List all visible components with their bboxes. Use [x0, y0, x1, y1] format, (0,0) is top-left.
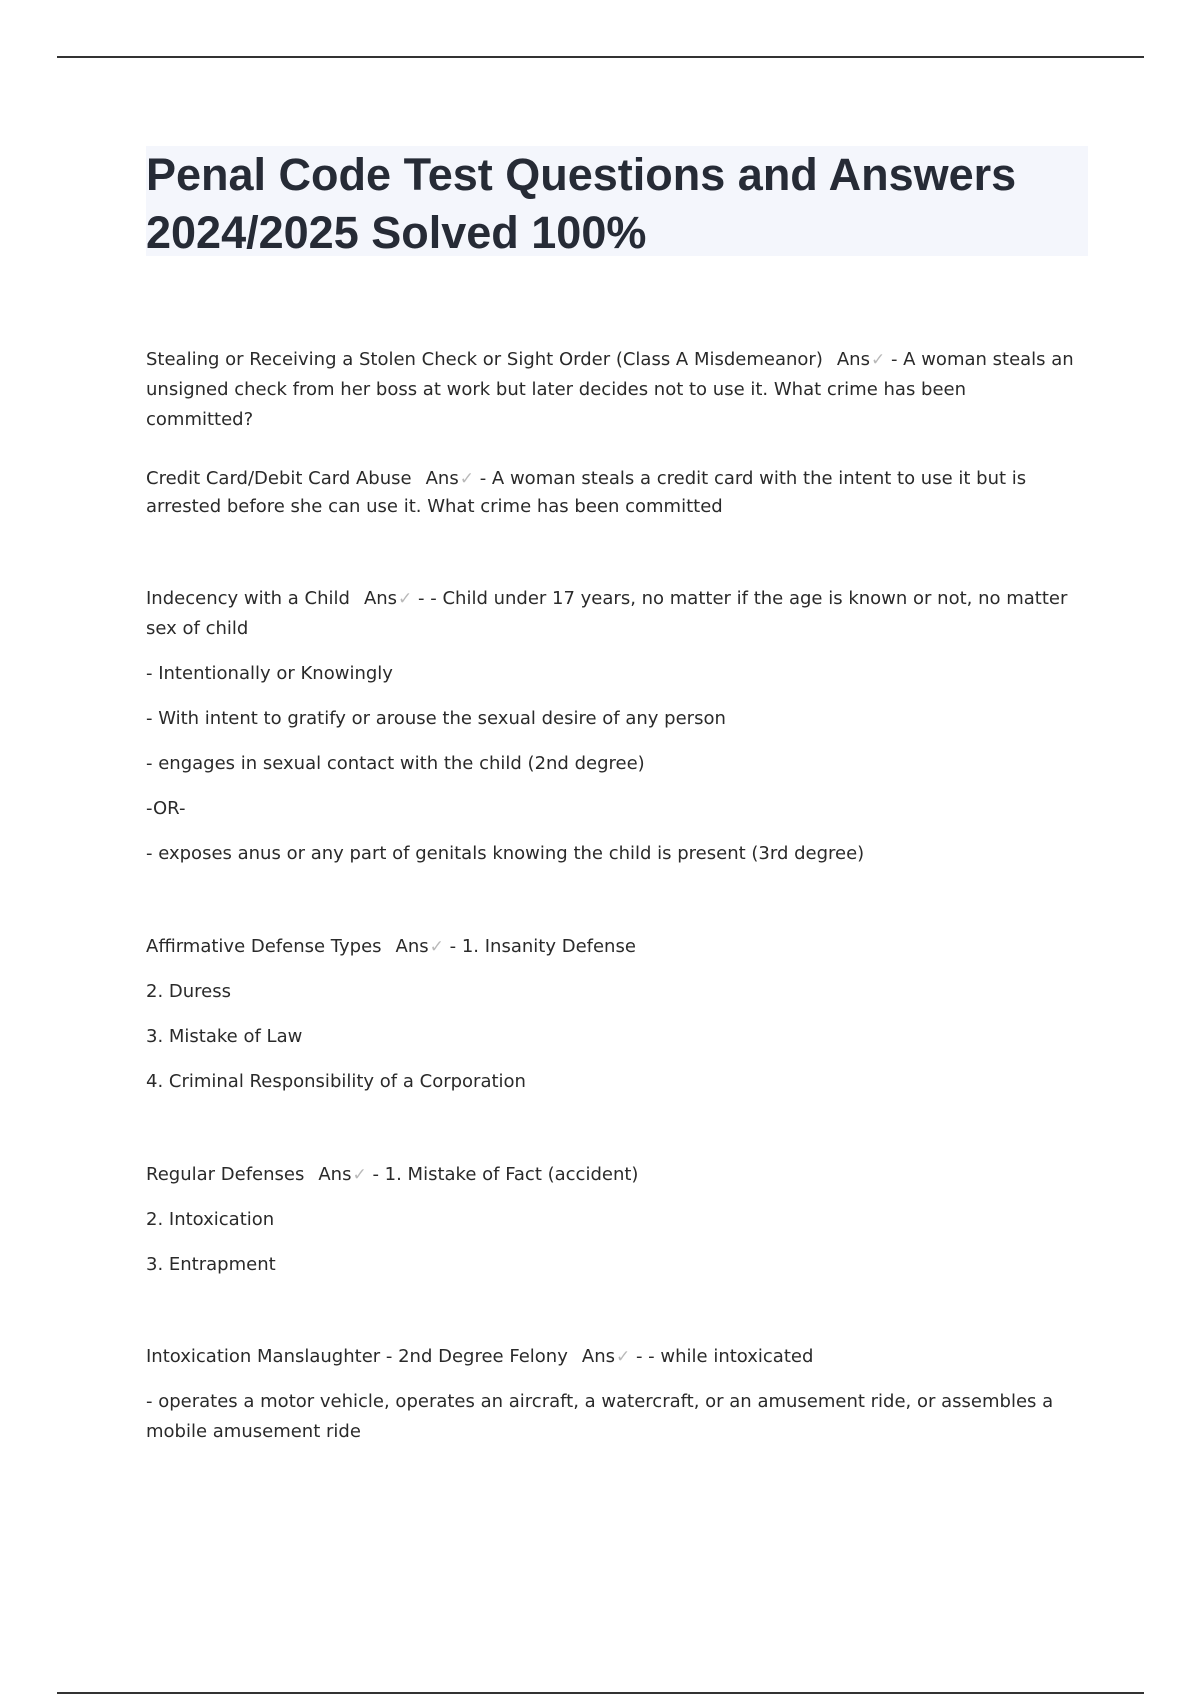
answer-text: - 1. Mistake of Fact (accident)	[372, 1164, 639, 1185]
answer-text: - A woman steals an unsigned check from her boss at work but later decides not to use it. What crime has been committed?	[146, 349, 1074, 430]
bottom-rule	[57, 1692, 1144, 1694]
qa-entry	[146, 932, 1076, 1097]
answer-marker: Ans	[836, 349, 870, 370]
answer-marker: Ans	[363, 588, 398, 609]
qa-question-line	[146, 584, 1076, 644]
answer-detail-line: - exposes anus or any part of genitals knowing the child is present (3rd degree)	[146, 843, 865, 864]
answer-detail-line: 3. Entrapment	[146, 1254, 276, 1275]
qa-question-line	[146, 345, 1076, 435]
term-text: Regular Defenses	[146, 1164, 305, 1185]
answer-marker: Ans	[318, 1164, 352, 1185]
answer-detail-line: 3. Mistake of Law	[146, 1026, 303, 1047]
answer-detail-line: -OR-	[146, 798, 186, 819]
qa-question-line	[146, 1342, 1076, 1372]
qa-entry	[146, 1160, 1076, 1280]
answer-detail-line: - With intent to gratify or arouse the sexual desire of any person	[146, 708, 726, 729]
term-text: Intoxication Manslaughter - 2nd Degree Felony	[146, 1346, 568, 1367]
top-rule	[57, 56, 1144, 58]
answer-detail-line: 2. Intoxication	[146, 1209, 275, 1230]
qa-entry	[146, 584, 1076, 869]
answer-marker: Ans	[395, 936, 429, 957]
qa-question-line	[146, 932, 1076, 962]
answer-marker: Ans	[425, 468, 459, 489]
check-icon: ✓	[870, 350, 886, 370]
answer-detail-line: 4. Criminal Responsibility of a Corporation	[146, 1071, 526, 1092]
qa-question-line	[146, 1160, 1076, 1190]
answer-detail-line: - Intentionally or Knowingly	[146, 663, 393, 684]
check-icon: ✓	[398, 589, 413, 609]
term-text: Affirmative Defense Types	[146, 936, 382, 957]
page-title: Penal Code Test Questions and Answers 2024/2025 Solved 100%	[146, 149, 1017, 258]
term-text: Indecency with a Child	[146, 588, 350, 609]
check-icon: ✓	[615, 1347, 631, 1367]
qa-question-line	[146, 465, 1076, 521]
qa-entry	[146, 345, 1076, 435]
answer-text: - 1. Insanity Defense	[449, 936, 636, 957]
answer-detail-line: - operates a motor vehicle, operates an aircraft, a watercraft, or an amusement ride, or assembles a mobile amusement ride	[146, 1391, 1054, 1442]
answer-detail-line: - engages in sexual contact with the child (2nd degree)	[146, 753, 645, 774]
answer-text: - A woman steals a credit card with the intent to use it but is arrested before she can use it. What crime has been committed	[146, 468, 1027, 517]
term-text: Credit Card/Debit Card Abuse	[146, 468, 412, 489]
qa-entry	[146, 465, 1076, 521]
answer-detail-line: 2. Duress	[146, 981, 231, 1002]
check-icon: ✓	[352, 1165, 367, 1185]
answer-marker: Ans	[581, 1346, 615, 1367]
check-icon: ✓	[429, 937, 444, 957]
qa-entry	[146, 1342, 1076, 1447]
answer-text: - - Child under 17 years, no matter if the age is known or not, no matter sex of child	[146, 588, 1068, 639]
title-block	[146, 146, 1088, 256]
term-text: Stealing or Receiving a Stolen Check or Sight Order (Class A Misdemeanor)	[146, 349, 823, 370]
answer-text: - - while intoxicated	[635, 1346, 814, 1367]
check-icon: ✓	[459, 469, 474, 489]
